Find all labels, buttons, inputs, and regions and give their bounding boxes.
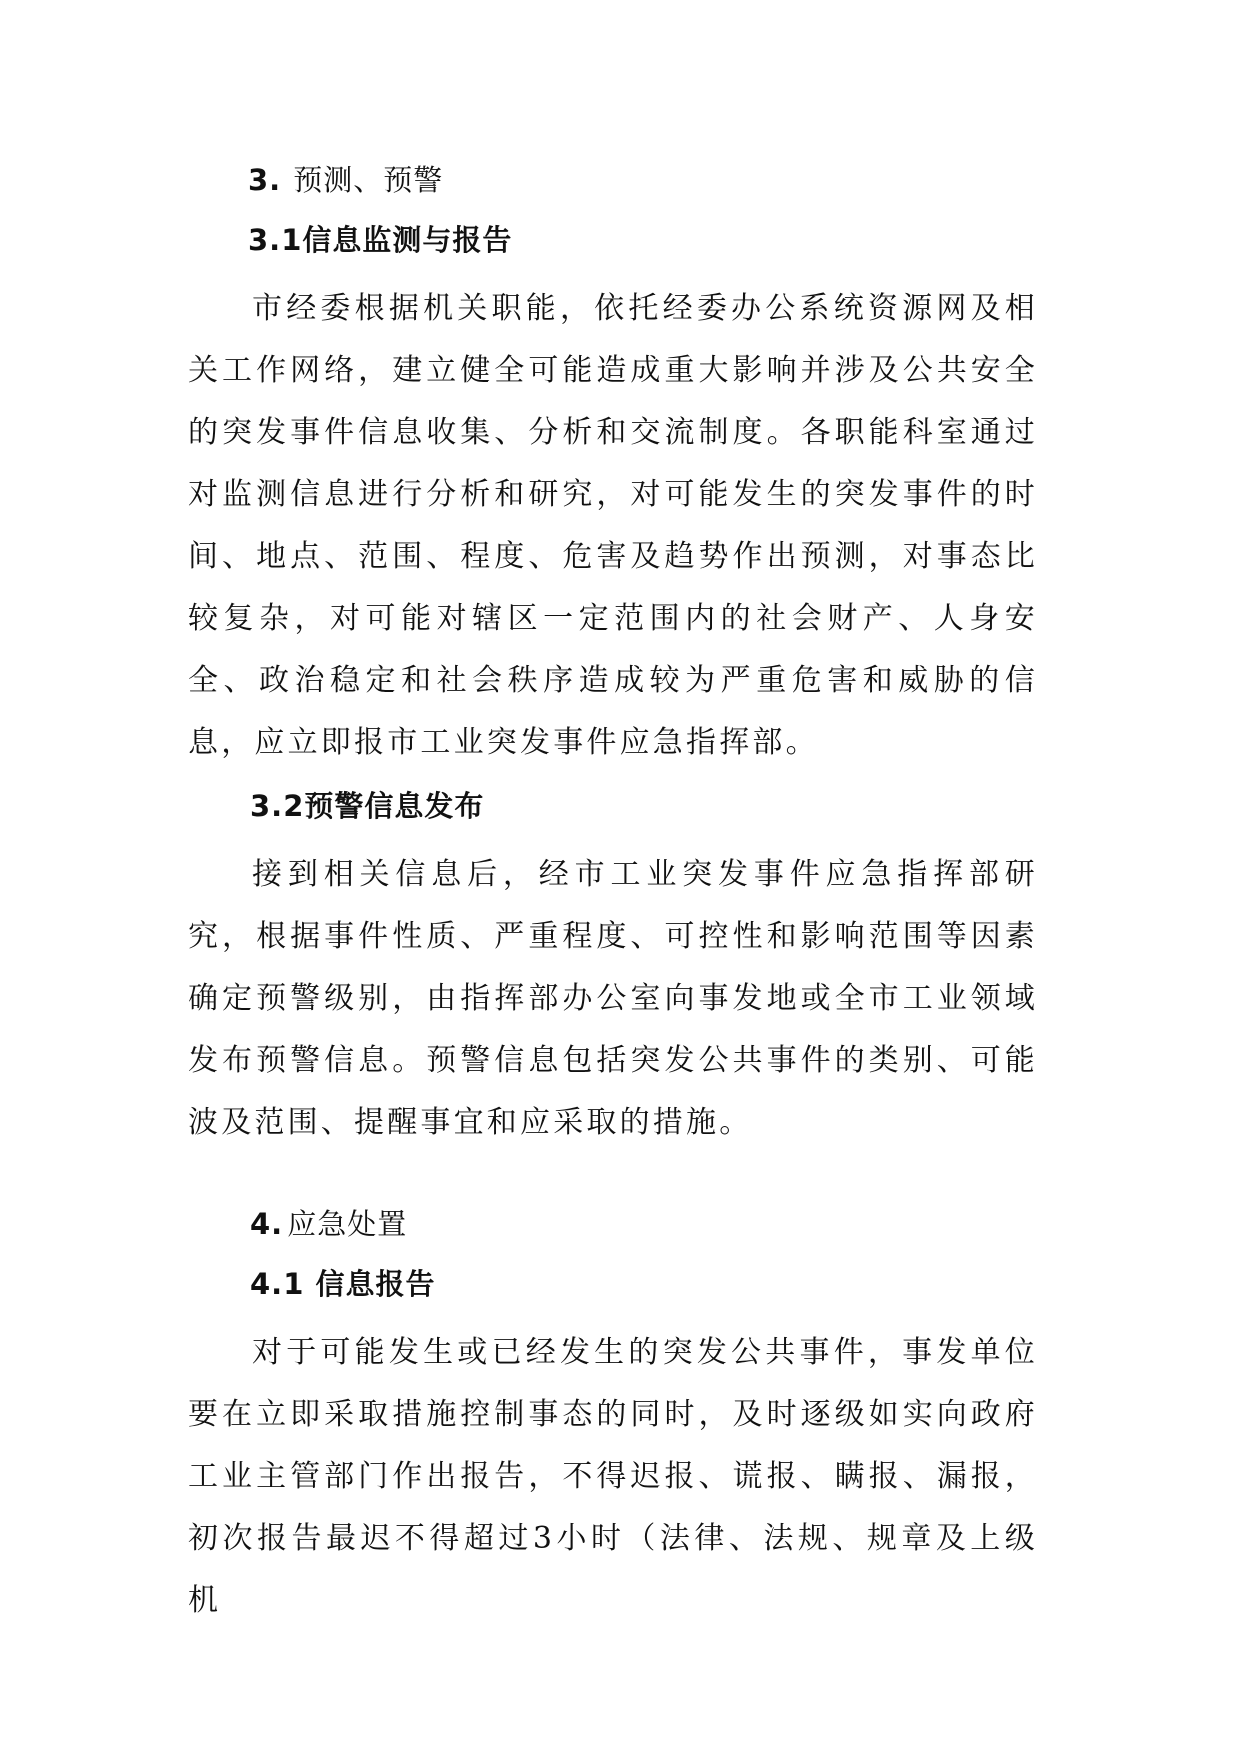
section-3-number: 3. <box>248 163 282 197</box>
document-content <box>188 160 1038 1632</box>
section-gap <box>188 1154 1038 1204</box>
section-3-1-body: 市经委根据机关职能，依托经委办公系统资源网及相关工作网络，建立健全可能造成重大影响并涉及公共安全的突发事件信息收集、分析和交流制度。各职能科室通过对监测信息进行分析和研究，对可能发生的突发事件的时间、地点、范围、程度、危害及趋势作出预测，对事态比较复杂，对可能对辖区一定范围内的社会财产、人身安全、政治稳定和社会秩序造成较为严重危害和威胁的信息，应立即报市工业突发事件应急指挥部。 <box>188 291 1038 760</box>
section-4-1-body: 对于可能发生或已经发生的突发公共事件，事发单位要在立即采取措施控制事态的同时，及时逐级如实向政府工业主管部门作出报告，不得迟报、谎报、瞒报、漏报，初次报告最迟不得超过3小时（法律、法规、规章及上级机 <box>188 1335 1038 1618</box>
section-4-heading <box>188 1204 1038 1244</box>
section-3-1-heading: 3.1信息监测与报告 <box>248 223 513 257</box>
section-3-2-heading: 3.2预警信息发布 <box>250 789 485 823</box>
section-4-1-heading: 4.1 信息报告 <box>250 1267 436 1301</box>
section-4-number: 4. <box>250 1207 284 1241</box>
section-4-title: 应急处置 <box>287 1207 408 1241</box>
section-3-heading <box>188 160 1038 200</box>
section-3-title: 预测、预警 <box>293 163 444 197</box>
section-3-2-body: 接到相关信息后，经市工业突发事件应急指挥部研究，根据事件性质、严重程度、可控性和影响范围等因素确定预警级别，由指挥部办公室向事发地或全市工业领域发布预警信息。预警信息包括突发公共事件的类别、可能波及范围、提醒事宜和应采取的措施。 <box>188 857 1038 1140</box>
